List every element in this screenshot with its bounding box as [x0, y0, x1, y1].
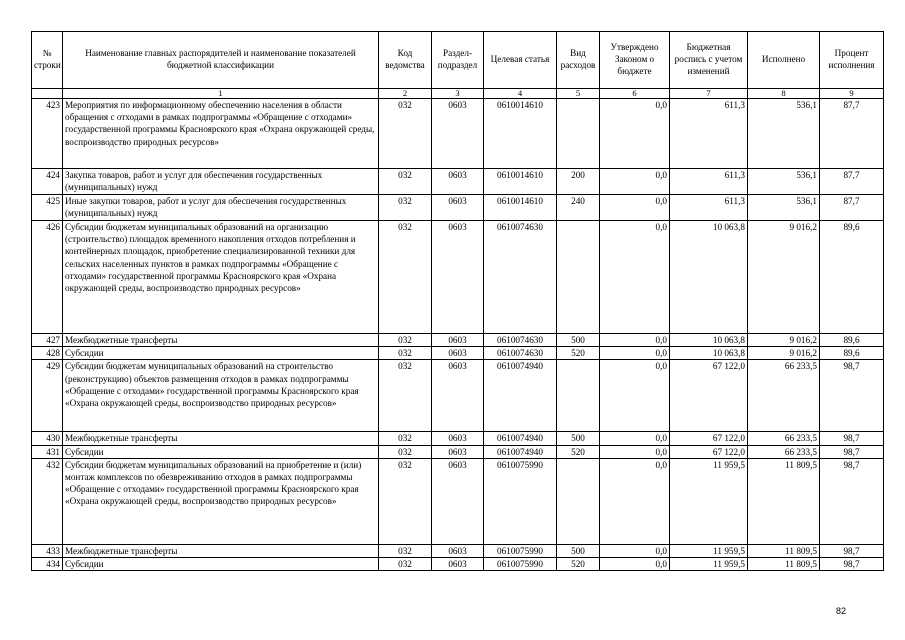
row-percent: 87,7: [820, 195, 884, 221]
row-exp-type: [557, 360, 600, 432]
row-percent: 89,6: [820, 347, 884, 360]
header-executed: Исполнено: [748, 32, 820, 89]
row-section: 0603: [432, 432, 484, 445]
row-name: Межбюджетные трансферты: [63, 544, 379, 557]
header-percent: Процент исполнения: [820, 32, 884, 89]
row-exp-type: 520: [557, 445, 600, 458]
row-exp-type: [557, 99, 600, 169]
row-dept: 032: [379, 169, 432, 195]
row-budget: 611,3: [670, 99, 748, 169]
row-target: 0610075990: [484, 458, 557, 544]
row-section: 0603: [432, 347, 484, 360]
row-executed: 9 016,2: [748, 334, 820, 347]
row-number: 431: [32, 445, 63, 458]
row-number: 427: [32, 334, 63, 347]
row-section: 0603: [432, 169, 484, 195]
column-number: [32, 89, 63, 99]
row-target: 0610075990: [484, 558, 557, 571]
row-exp-type: 520: [557, 347, 600, 360]
column-number: 3: [432, 89, 484, 99]
row-budget: 10 063,8: [670, 221, 748, 334]
table-row: [32, 169, 884, 195]
column-number: 6: [600, 89, 670, 99]
table-header-row: [32, 32, 884, 89]
row-target: 0610074940: [484, 360, 557, 432]
table-row: [32, 99, 884, 169]
row-approved: 0,0: [600, 334, 670, 347]
row-dept: 032: [379, 195, 432, 221]
row-executed: 66 233,5: [748, 445, 820, 458]
row-exp-type: 200: [557, 169, 600, 195]
row-percent: 98,7: [820, 432, 884, 445]
row-target: 0610075990: [484, 544, 557, 557]
row-budget: 67 122,0: [670, 445, 748, 458]
row-section: 0603: [432, 558, 484, 571]
column-number: 2: [379, 89, 432, 99]
row-section: 0603: [432, 458, 484, 544]
row-executed: 11 809,5: [748, 558, 820, 571]
row-dept: 032: [379, 432, 432, 445]
row-executed: 9 016,2: [748, 221, 820, 334]
row-percent: 87,7: [820, 169, 884, 195]
row-percent: 98,7: [820, 458, 884, 544]
row-executed: 66 233,5: [748, 360, 820, 432]
row-approved: 0,0: [600, 169, 670, 195]
row-number: 423: [32, 99, 63, 169]
row-approved: 0,0: [600, 445, 670, 458]
row-executed: 536,1: [748, 169, 820, 195]
table-row: [32, 458, 884, 544]
header-target: Целевая статья: [484, 32, 557, 89]
row-executed: 9 016,2: [748, 347, 820, 360]
row-name: Субсидии бюджетам муниципальных образований на организацию (строительство) площадок временного накопления отходов потребления и контейнерных площадок, приобретение специализированной техники для сельских населенных пунктов в рамках подпрограммы «Обращение с отходами» государственной программы Красноярского края «Охрана окружающей среды, воспроизводство природных ресурсов»: [63, 221, 379, 334]
table-row: [32, 432, 884, 445]
row-section: 0603: [432, 99, 484, 169]
row-section: 0603: [432, 445, 484, 458]
header-budget-list: Бюджетная роспись с учетом изменений: [670, 32, 748, 89]
row-number: 433: [32, 544, 63, 557]
row-name: Межбюджетные трансферты: [63, 432, 379, 445]
header-row-no: № строки: [32, 32, 63, 89]
row-approved: 0,0: [600, 195, 670, 221]
row-approved: 0,0: [600, 544, 670, 557]
row-executed: 536,1: [748, 195, 820, 221]
row-executed: 11 809,5: [748, 458, 820, 544]
row-target: 0610074940: [484, 445, 557, 458]
row-name: Субсидии: [63, 558, 379, 571]
row-dept: 032: [379, 99, 432, 169]
table-row: [32, 221, 884, 334]
header-exp-type: Вид расходов: [557, 32, 600, 89]
row-approved: 0,0: [600, 360, 670, 432]
row-name: Субсидии бюджетам муниципальных образований на строительство (реконструкцию) объектов размещения отходов в рамках подпрограммы «Обращение с отходами» государственной программы Красноярского края «Охрана окружающей среды, воспроизводство природных ресурсов»: [63, 360, 379, 432]
row-percent: 98,7: [820, 544, 884, 557]
row-exp-type: 500: [557, 432, 600, 445]
row-number: 428: [32, 347, 63, 360]
row-dept: 032: [379, 347, 432, 360]
row-name: Субсидии: [63, 445, 379, 458]
row-dept: 032: [379, 221, 432, 334]
column-number: 9: [820, 89, 884, 99]
row-target: 0610014610: [484, 195, 557, 221]
budget-table: [31, 31, 884, 571]
row-target: 0610074630: [484, 347, 557, 360]
row-approved: 0,0: [600, 558, 670, 571]
row-number: 425: [32, 195, 63, 221]
row-name: Субсидии бюджетам муниципальных образований на приобретение и (или) монтаж комплексов по обезвреживанию отходов в рамках подпрограммы «Обращение с отходами» государственной программы Красноярского края «Охрана окружающей среды, воспроизводство природных ресурсов»: [63, 458, 379, 544]
table-row: [32, 558, 884, 571]
row-exp-type: 240: [557, 195, 600, 221]
row-exp-type: [557, 458, 600, 544]
row-budget: 10 063,8: [670, 347, 748, 360]
row-percent: 87,7: [820, 99, 884, 169]
row-number: 429: [32, 360, 63, 432]
column-numbers-row: [32, 89, 884, 99]
row-target: 0610074630: [484, 221, 557, 334]
row-executed: 66 233,5: [748, 432, 820, 445]
row-executed: 11 809,5: [748, 544, 820, 557]
row-dept: 032: [379, 544, 432, 557]
table-row: [32, 544, 884, 557]
row-executed: 536,1: [748, 99, 820, 169]
row-name: Субсидии: [63, 347, 379, 360]
row-target: 0610074630: [484, 334, 557, 347]
header-approved: Утверждено Законом о бюджете: [600, 32, 670, 89]
row-approved: 0,0: [600, 347, 670, 360]
column-number: 8: [748, 89, 820, 99]
row-approved: 0,0: [600, 221, 670, 334]
row-percent: 98,7: [820, 558, 884, 571]
row-name: Мероприятия по информационному обеспечению населения в области обращения с отходами в рамках подпрограммы «Обращение с отходами» государственной программы Красноярского края «Охрана окружающей среды, воспроизводство природных ресурсов»: [63, 99, 379, 169]
row-percent: 98,7: [820, 360, 884, 432]
row-budget: 67 122,0: [670, 432, 748, 445]
header-name: Наименование главных распорядителей и наименование показателей бюджетной классификации: [63, 32, 379, 89]
row-number: 434: [32, 558, 63, 571]
row-budget: 11 959,5: [670, 544, 748, 557]
row-section: 0603: [432, 360, 484, 432]
row-number: 424: [32, 169, 63, 195]
row-budget: 67 122,0: [670, 360, 748, 432]
row-dept: 032: [379, 558, 432, 571]
row-dept: 032: [379, 360, 432, 432]
row-exp-type: 520: [557, 558, 600, 571]
row-exp-type: 500: [557, 334, 600, 347]
row-budget: 10 063,8: [670, 334, 748, 347]
row-budget: 611,3: [670, 195, 748, 221]
row-name: Иные закупки товаров, работ и услуг для обеспечения государственных (муниципальных) нужд: [63, 195, 379, 221]
table-row: [32, 334, 884, 347]
column-number: 7: [670, 89, 748, 99]
table-row: [32, 445, 884, 458]
row-section: 0603: [432, 221, 484, 334]
row-percent: 89,6: [820, 334, 884, 347]
page-number: 82: [836, 606, 847, 616]
row-approved: 0,0: [600, 458, 670, 544]
row-budget: 11 959,5: [670, 458, 748, 544]
row-section: 0603: [432, 544, 484, 557]
row-percent: 89,6: [820, 221, 884, 334]
row-target: 0610014610: [484, 99, 557, 169]
row-budget: 611,3: [670, 169, 748, 195]
row-percent: 98,7: [820, 445, 884, 458]
table-row: [32, 195, 884, 221]
row-number: 432: [32, 458, 63, 544]
table-row: [32, 360, 884, 432]
row-section: 0603: [432, 195, 484, 221]
table-row: [32, 347, 884, 360]
row-target: 0610074940: [484, 432, 557, 445]
row-number: 426: [32, 221, 63, 334]
row-name: Закупка товаров, работ и услуг для обеспечения государственных (муниципальных) нужд: [63, 169, 379, 195]
header-section: Раздел-подраздел: [432, 32, 484, 89]
row-number: 430: [32, 432, 63, 445]
row-exp-type: [557, 221, 600, 334]
row-target: 0610014610: [484, 169, 557, 195]
column-number: 5: [557, 89, 600, 99]
row-approved: 0,0: [600, 432, 670, 445]
row-exp-type: 500: [557, 544, 600, 557]
row-dept: 032: [379, 458, 432, 544]
header-dept-code: Код ведомства: [379, 32, 432, 89]
column-number: 1: [63, 89, 379, 99]
row-budget: 11 959,5: [670, 558, 748, 571]
row-section: 0603: [432, 334, 484, 347]
row-dept: 032: [379, 445, 432, 458]
row-dept: 032: [379, 334, 432, 347]
row-name: Межбюджетные трансферты: [63, 334, 379, 347]
row-approved: 0,0: [600, 99, 670, 169]
column-number: 4: [484, 89, 557, 99]
